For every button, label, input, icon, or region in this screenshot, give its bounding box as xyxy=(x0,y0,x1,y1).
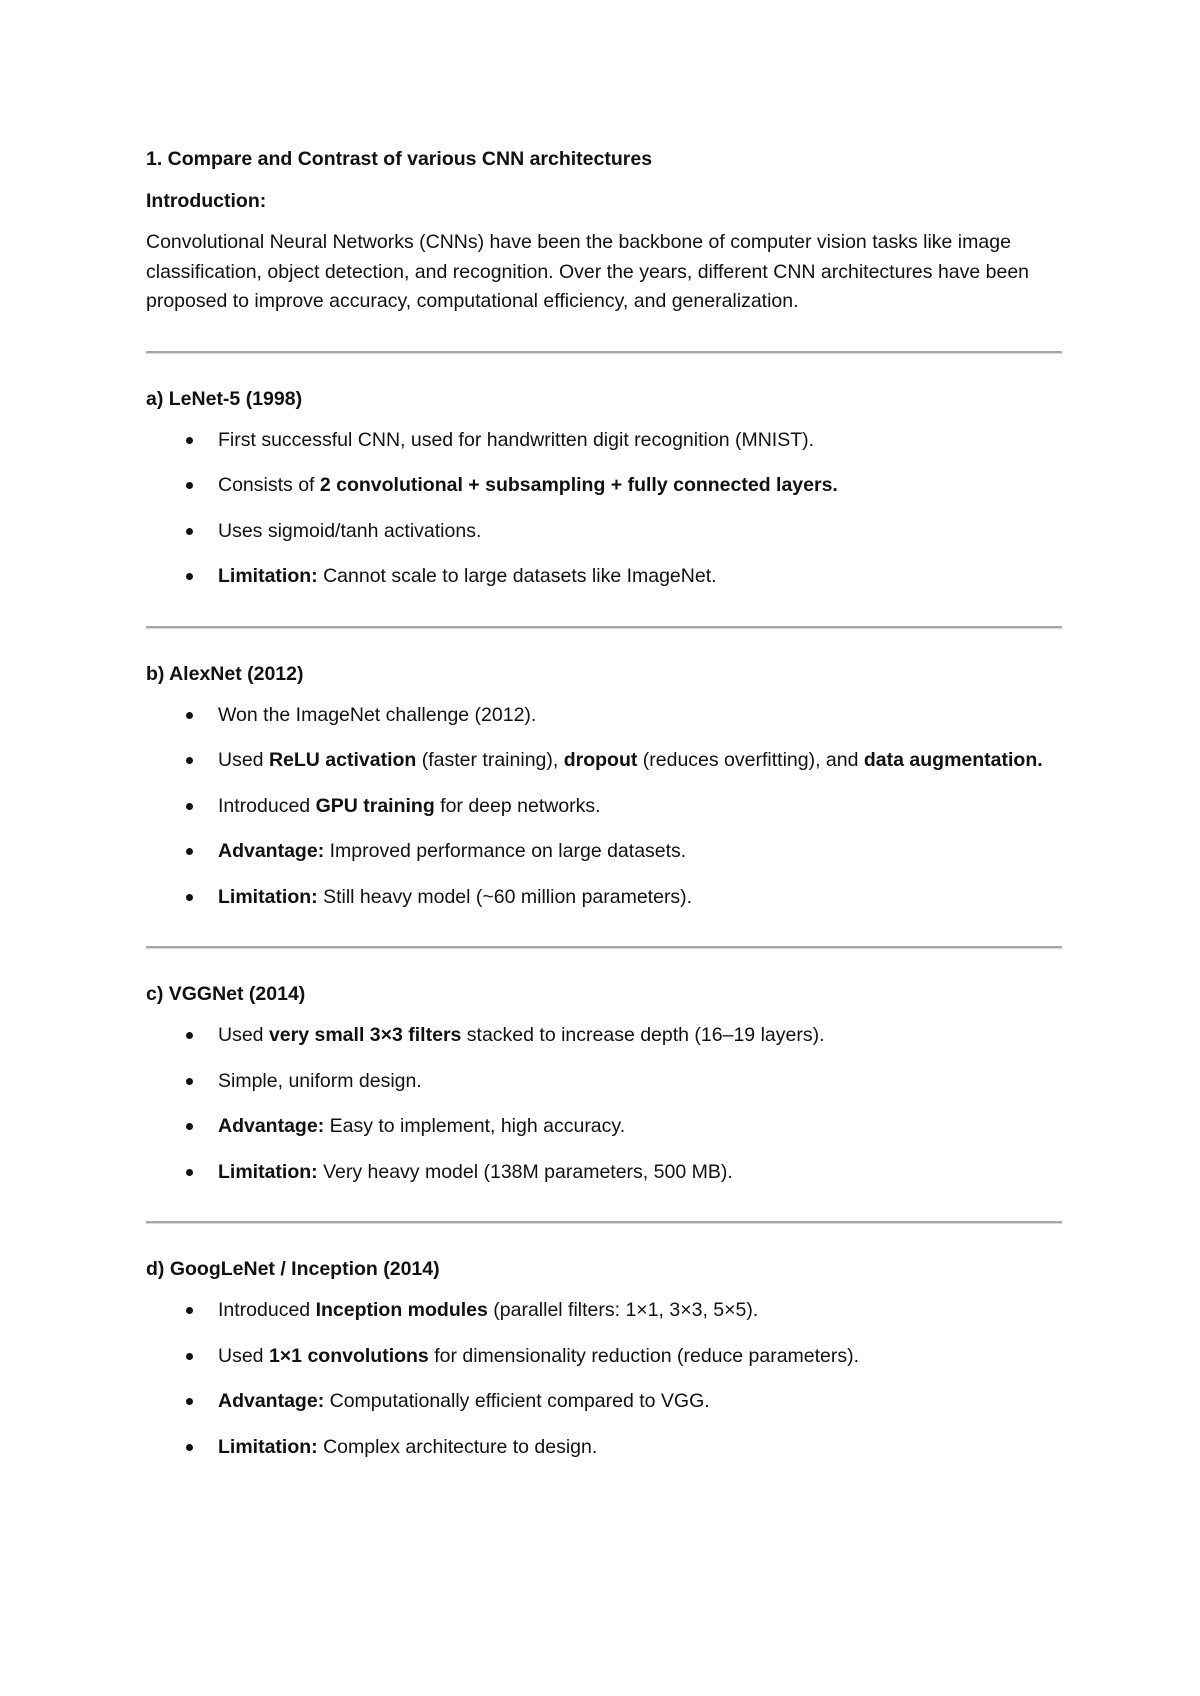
list-item-text: Uses sigmoid/tanh activations. xyxy=(218,519,482,542)
list-item xyxy=(146,562,1062,592)
bullet-dot xyxy=(186,437,193,444)
lenet5-bullet-list xyxy=(146,426,1062,592)
list-item xyxy=(146,1112,1062,1142)
list-item-lead: Limitation: xyxy=(218,885,318,908)
list-item-text: Computationally efficient compared to VGG. xyxy=(324,1390,710,1412)
list-item-text: Introduced xyxy=(218,794,316,817)
list-item-text: (reduces overfitting), and xyxy=(637,749,864,771)
list-item-text: Improved performance on large datasets. xyxy=(324,840,687,862)
list-item xyxy=(146,701,1062,731)
section-heading-lenet5: a) LeNet-5 (1998) xyxy=(146,387,303,410)
list-item-lead: Limitation: xyxy=(218,1435,318,1458)
list-item-text: Used xyxy=(218,1024,269,1046)
list-item-lead: Limitation: xyxy=(218,1160,318,1183)
bullet-dot xyxy=(186,894,193,901)
list-item-text: (faster training), xyxy=(416,749,564,771)
list-item xyxy=(146,426,1062,456)
list-item xyxy=(146,1158,1062,1188)
bullet-dot xyxy=(186,1307,193,1314)
list-item xyxy=(146,746,1062,776)
bullet-dot xyxy=(186,1169,193,1176)
alexnet-bullet-list xyxy=(146,701,1062,913)
list-item-emphasis: Inception modules xyxy=(315,1299,488,1321)
introduction-heading: Introduction: xyxy=(146,190,267,212)
list-item-text: Consists of xyxy=(218,474,320,496)
list-item-text: for deep networks. xyxy=(434,794,601,817)
section-heading-alexnet: b) AlexNet (2012) xyxy=(146,662,304,685)
bullet-dot xyxy=(186,1123,193,1130)
list-item-emphasis: GPU training xyxy=(315,794,435,817)
bullet-dot xyxy=(186,528,193,535)
list-item-text: stacked to increase depth (16–19 layers). xyxy=(461,1024,825,1046)
list-item-text: for dimensionality reduction (reduce parameters). xyxy=(428,1344,860,1367)
introduction-paragraph: Convolutional Neural Networks (CNNs) have been the backbone of computer vision tasks like image classification, object detection, and recognition. Over the years, different CNN architectures have been proposed to improve accuracy, computational efficiency, and generalization. xyxy=(146,231,1030,312)
list-item xyxy=(146,1296,1062,1326)
bullet-dot xyxy=(186,803,193,810)
list-item-text: Still heavy model (~60 million parameters). xyxy=(317,885,693,908)
list-item xyxy=(146,837,1062,867)
bullet-dot xyxy=(186,712,193,719)
list-item-emphasis: 1×1 convolutions xyxy=(268,1344,429,1367)
list-item xyxy=(146,471,1062,501)
section-heading-googlenet: d) GoogLeNet / Inception (2014) xyxy=(146,1258,440,1280)
list-item-emphasis: dropout xyxy=(563,749,638,771)
list-item xyxy=(146,517,1062,547)
list-item-text: First successful CNN, used for handwritten digit recognition (MNIST). xyxy=(218,428,815,451)
bullet-dot xyxy=(186,1032,193,1039)
section-divider xyxy=(146,946,1062,949)
vggnet-bullet-list xyxy=(146,1021,1062,1187)
list-item-text: Won the ImageNet challenge (2012). xyxy=(218,703,537,726)
document-page xyxy=(146,140,1062,1462)
document-title: 1. Compare and Contrast of various CNN architectures xyxy=(146,148,653,170)
section-divider xyxy=(146,1221,1062,1224)
list-item-text: Cannot scale to large datasets like ImageNet. xyxy=(317,565,717,587)
list-item-lead: Advantage: xyxy=(218,1390,325,1412)
section-divider xyxy=(146,351,1062,354)
bullet-dot xyxy=(186,1398,193,1405)
list-item-text: Used xyxy=(218,1344,269,1367)
bullet-dot xyxy=(186,482,193,489)
list-item xyxy=(146,792,1062,822)
list-item-emphasis: ReLU activation xyxy=(268,749,417,771)
list-item-text: (parallel filters: 1×1, 3×3, 5×5). xyxy=(487,1299,759,1321)
list-item xyxy=(146,1433,1062,1463)
list-item-lead: Advantage: xyxy=(218,840,325,862)
list-item-emphasis: very small 3×3 filters xyxy=(268,1024,462,1046)
section-heading-vggnet: c) VGGNet (2014) xyxy=(146,983,306,1005)
bullet-dot xyxy=(186,848,193,855)
bullet-dot xyxy=(186,573,193,580)
list-item-text: Very heavy model (138M parameters, 500 MB). xyxy=(317,1160,733,1183)
list-item-lead: Limitation: xyxy=(218,565,318,587)
bullet-dot xyxy=(186,1444,193,1451)
list-item xyxy=(146,883,1062,913)
list-item-emphasis: 2 convolutional + subsampling + fully connected layers. xyxy=(319,474,838,496)
list-item-text: Used xyxy=(218,749,269,771)
list-item xyxy=(146,1021,1062,1051)
list-item-text: Introduced xyxy=(218,1299,316,1321)
list-item-text: Complex architecture to design. xyxy=(317,1435,598,1458)
googlenet-bullet-list xyxy=(146,1296,1062,1462)
bullet-dot xyxy=(186,1078,193,1085)
list-item xyxy=(146,1387,1062,1417)
bullet-dot xyxy=(186,1353,193,1360)
list-item-lead: Advantage: xyxy=(218,1115,325,1137)
bullet-dot xyxy=(186,757,193,764)
list-item-text: Easy to implement, high accuracy. xyxy=(324,1115,626,1137)
list-item xyxy=(146,1067,1062,1097)
list-item-emphasis: data augmentation. xyxy=(863,749,1043,771)
list-item-text: Simple, uniform design. xyxy=(218,1069,422,1092)
list-item xyxy=(146,1342,1062,1372)
section-divider xyxy=(146,626,1062,629)
